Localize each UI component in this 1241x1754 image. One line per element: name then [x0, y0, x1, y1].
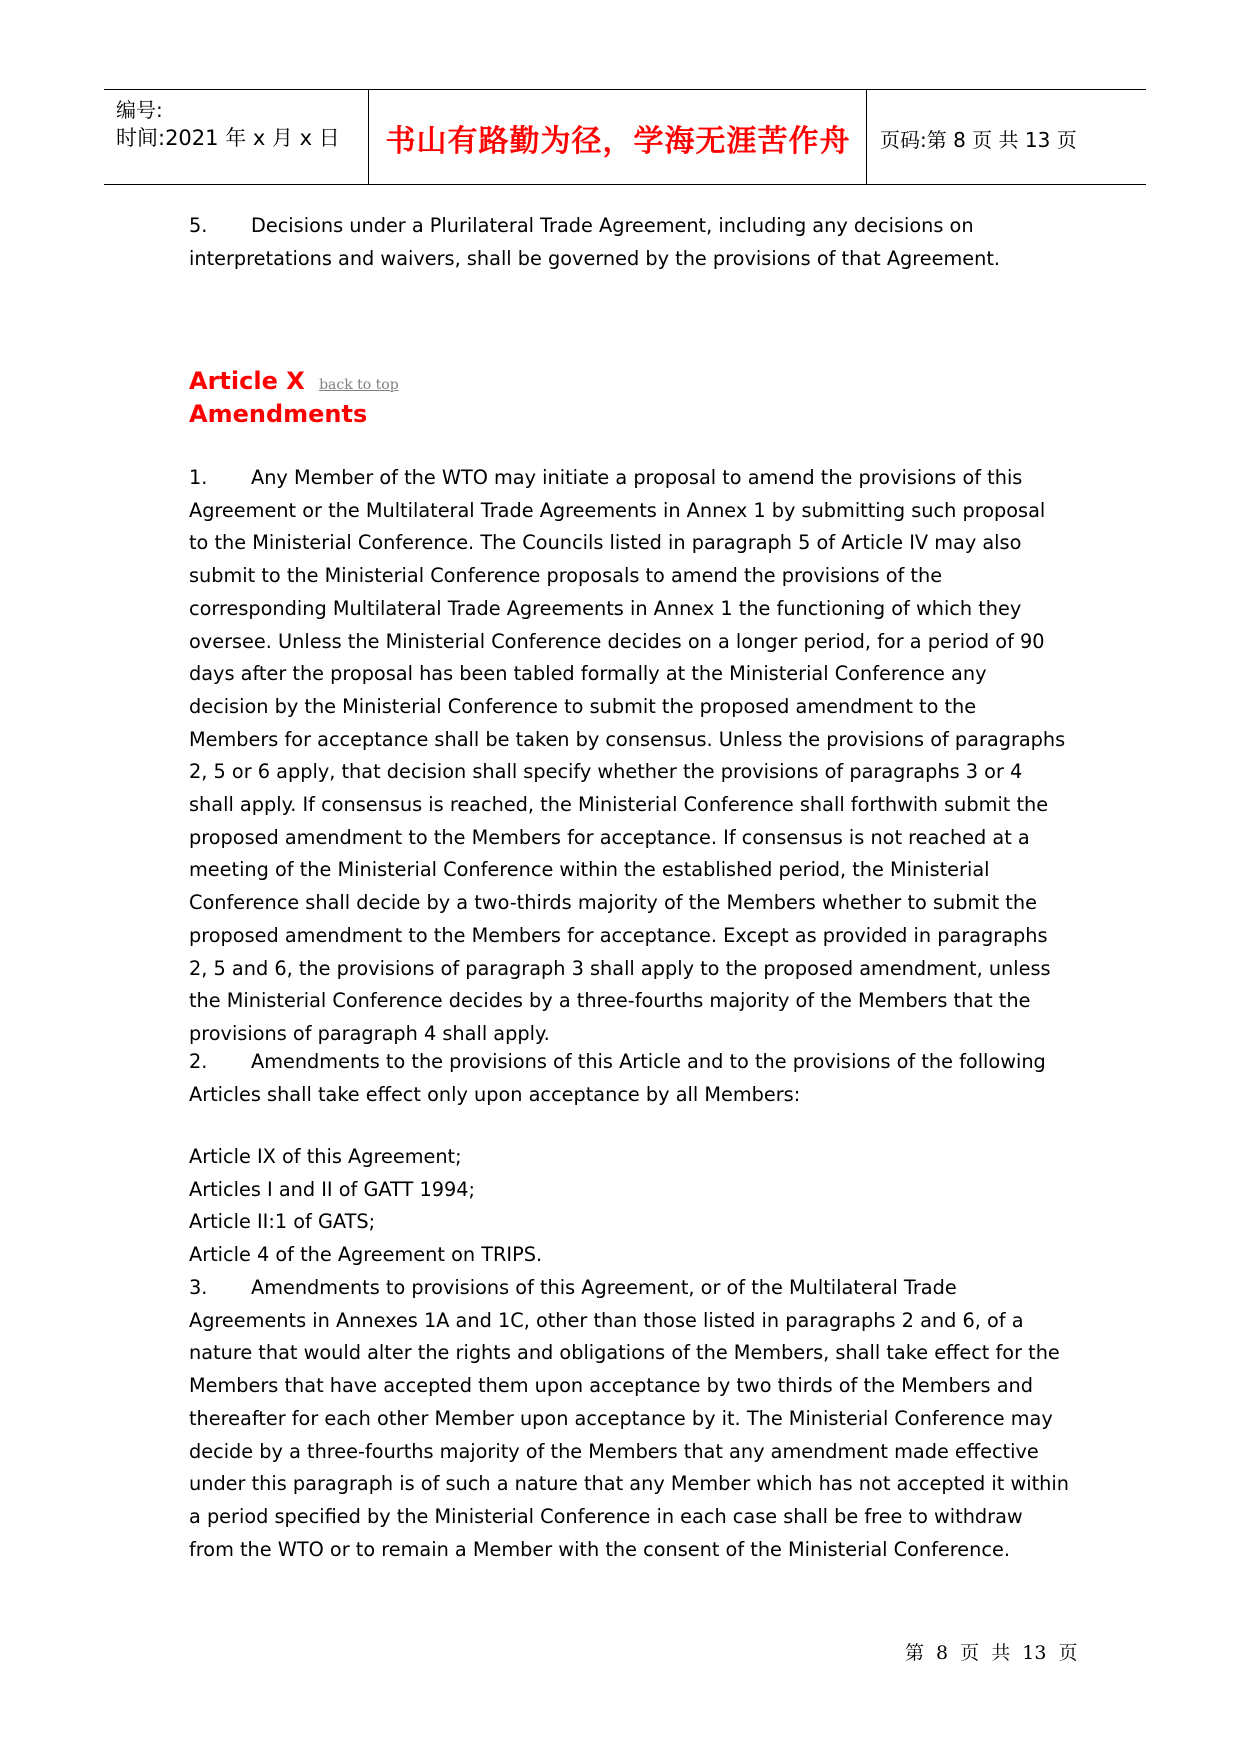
- paragraph-3: [189, 1272, 1069, 1566]
- list-item: Article II:1 of GATS;: [189, 1210, 376, 1234]
- time-label: 时间:2021 年 x 月 x 日: [116, 126, 340, 150]
- page-footer: 第 8 页 共 13 页: [905, 1642, 1078, 1664]
- paragraph-text: Any Member of the WTO may initiate a proposal to amend the provisions of this Agreement or the Multilateral Trade Agreements in Annex 1 by submitting such proposal to the Ministerial Conference. The Councils listed in paragraph 5 of Article IV may also submit to the Ministerial Conference proposals to amend the provisions of the corresponding Multilateral Trade Agreements in Annex 1 the functioning of which they oversee. Unless the Ministerial Conference decides on a longer period, for a period of 90 days after the proposal has been tabled formally at the Ministerial Conference any decision by the Ministerial Conference to submit the proposed amendment to the Members for acceptance shall be taken by consensus. Unless the provisions of paragraphs 2, 5 or 6 apply, that decision shall specify whether the provisions of paragraphs 3 or 4 shall apply. If consensus is reached, the Ministerial Conference shall forthwith submit the proposed amendment to the Members for acceptance. If consensus is not reached at a meeting of the Ministerial Conference within the established period, the Ministerial Conference shall decide by a two-thirds majority of the Members whether to submit the proposed amendment to the Members for acceptance. Except as provided in paragraphs 2, 5 and 6, the provisions of paragraph 3 shall apply to the proposed amendment, unless the Ministerial Conference decides by a three-fourths majority of the Members that the provisions of paragraph 4 shall apply.: [189, 466, 1066, 1045]
- list-item: Article 4 of the Agreement on TRIPS.: [189, 1243, 543, 1267]
- list-item: Articles I and II of GATT 1994;: [189, 1177, 476, 1201]
- paragraph-number: 2.: [189, 1050, 208, 1073]
- header-right-cell: [868, 90, 1146, 184]
- header-left-cell: [104, 90, 369, 184]
- header-table: [104, 89, 1146, 185]
- article-title: Article X: [189, 367, 305, 395]
- page-info: 页码:第 8 页 共 13 页: [880, 128, 1077, 152]
- serial-label: 编号:: [116, 98, 163, 122]
- paragraph-1: [189, 462, 1069, 1051]
- paragraph-5: [189, 210, 1069, 275]
- header-center-cell: [370, 90, 867, 184]
- paragraph-text: Amendments to provisions of this Agreement, or of the Multilateral Trade Agreements in Annexes 1A and 1C, other than those listed in paragraphs 2 and 6, of a nature that would alter the rights and obligations of the Members, shall take effect for the Members that have accepted them upon acceptance by two thirds of the Members and thereafter for each other Member upon acceptance by it. The Ministerial Conference may decide by a three-fourths majority of the Members that any amendment made effective under this paragraph is of such a nature that any Member which has not accepted it within a period specified by the Ministerial Conference in each case shall be free to withdraw from the WTO or to remain a Member with the consent of the Ministerial Conference.: [189, 1276, 1069, 1561]
- paragraph-number: 5.: [189, 214, 208, 237]
- paragraph-number: 1.: [189, 466, 208, 489]
- article-list: [189, 1141, 1069, 1272]
- list-item: Article IX of this Agreement;: [189, 1145, 462, 1168]
- paragraph-text: Amendments to the provisions of this Article and to the provisions of the following Articles shall take effect only upon acceptance by all Members:: [189, 1050, 1046, 1106]
- paragraph-2: [189, 1046, 1069, 1111]
- motto: 书山有路勤为径，学海无涯苦作舟: [385, 124, 851, 159]
- article-heading: [189, 367, 399, 395]
- back-to-top-link[interactable]: back to top: [319, 377, 399, 393]
- article-subtitle: Amendments: [189, 400, 368, 428]
- paragraph-number: 3.: [189, 1276, 208, 1299]
- paragraph-text: Decisions under a Plurilateral Trade Agreement, including any decisions on interpretations and waivers, shall be governed by the provisions of that Agreement.: [189, 214, 1001, 270]
